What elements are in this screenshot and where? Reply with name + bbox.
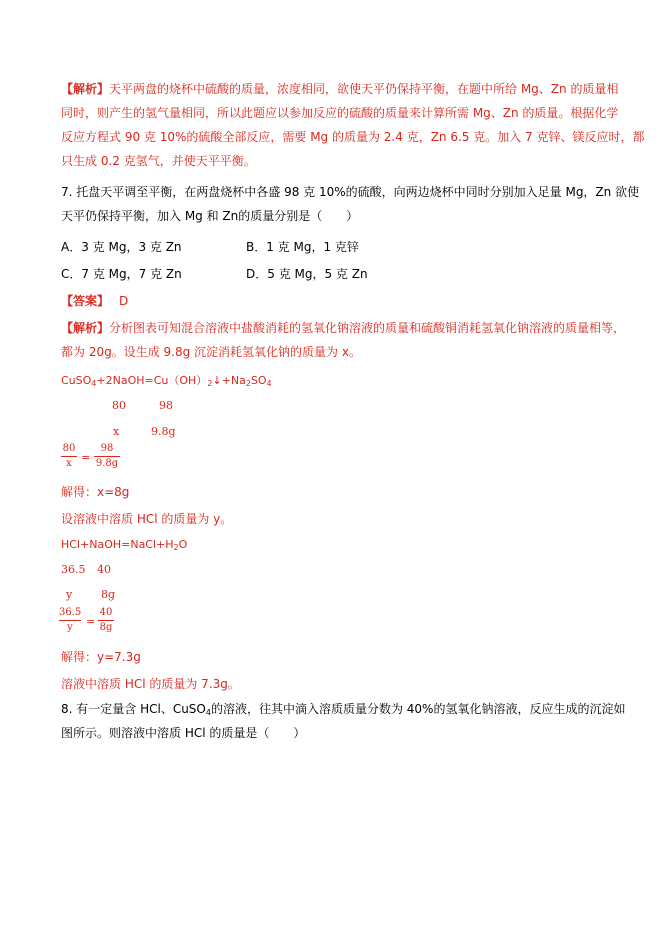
q7-stem-line2: 天平仍保持平衡，加入 Mg 和 Zn的质量分别是（ ） (61, 209, 359, 223)
conclusion: 溶液中溶质 HCl 的质量为 7.3g。 (61, 677, 240, 691)
q7-option-a: A．3 克 Mg，3 克 Zn (61, 240, 182, 254)
solve-y: 解得：y=7.3g (61, 650, 141, 664)
fraction2-equals: = (86, 615, 96, 628)
solve-x: 解得：x=8g (61, 485, 130, 499)
analysis-tag: 【解析】 (61, 82, 110, 96)
ratio1-b: 98 (159, 399, 173, 412)
fraction1-right: 98 9.8g (95, 443, 119, 469)
equation-1: $CuSO_4+2NaOH=Cu(OH)_2↓+Na_2SO_4$ (61, 374, 272, 388)
ratio2-a: 36.5 (61, 563, 86, 576)
ratio1-a: 80 (112, 399, 126, 412)
q8-stem-line1: 8. 有一定量含 HCl、CuSO$_4$的溶液，往其中滴入溶质质量分数为 40%的氢氧化钠溶液，反应生成的沉淀如 (61, 702, 626, 717)
ratio1-c: x (113, 425, 120, 438)
answer-value: D (119, 294, 129, 308)
fraction1-left: 80 x (62, 443, 76, 469)
ratio1-d: 9.8g (151, 425, 176, 438)
analysis-q6-line1: 【解析】天平两盘的烧杯中硫酸的质量，浓度相同，欲使天平仍保持平衡，在题中所给 Mg、Zn 的质量相 (61, 82, 619, 96)
q7-option-c: C．7 克 Mg，7 克 Zn (61, 267, 182, 281)
let-y: 设溶液中溶质 HCl 的质量为 y。 (61, 512, 233, 526)
q8-stem-line2: 图所示。则溶液中溶质 HCl 的质量是（ ） (61, 726, 306, 740)
q7-answer (61, 293, 128, 309)
q7-option-d: D．5 克 Mg，5 克 Zn (246, 267, 368, 281)
analysis-q7-line1: 【解析】分析图表可知混合溶液中盐酸消耗的氢氧化钠溶液的质量和硫酸铜消耗氢氧化钠溶液的质量相等， (61, 321, 626, 335)
q7-stem-line1: 7. 托盘天平调至平衡，在两盘烧杯中各盛 98 克 10%的硫酸，向两边烧杯中同时分别加入足量 Mg，Zn 欲使 (61, 185, 640, 199)
ratio2-c: y (66, 588, 73, 601)
fraction1-equals: = (81, 451, 91, 464)
ratio2-b: 40 (97, 563, 111, 576)
analysis-q6-line4: 只生成 0.2 克氢气，并使天平平衡。 (61, 154, 256, 168)
answer-tag: 【答案】 (61, 294, 110, 308)
fraction2-right: 40 8g (99, 607, 113, 633)
ratio2-d: 8g (101, 588, 116, 601)
analysis-q7-line2: 都为 20g。设生成 9.8g 沉淀消耗氢氧化钠的质量为 x。 (61, 345, 361, 359)
equation-2: $HCl+NaOH=NaCl+H_2O$ (61, 538, 188, 552)
fraction2-left: 36.5 y (59, 607, 82, 633)
q7-option-b: B．1 克 Mg，1 克锌 (246, 240, 359, 254)
analysis-tag: 【解析】 (61, 321, 110, 335)
analysis-q6-line2: 同时，则产生的氢气量相同，所以此题应以参加反应的硫酸的质量来计算所需 Mg、Zn 的质量。根据化学 (61, 106, 619, 120)
analysis-q6-line3: 反应方程式 90 克 10%的硫酸全部反应，需要 Mg 的质量为 2.4 克，Zn 6.5 克。加入 7 克锌、镁反应时，都 (61, 130, 645, 144)
